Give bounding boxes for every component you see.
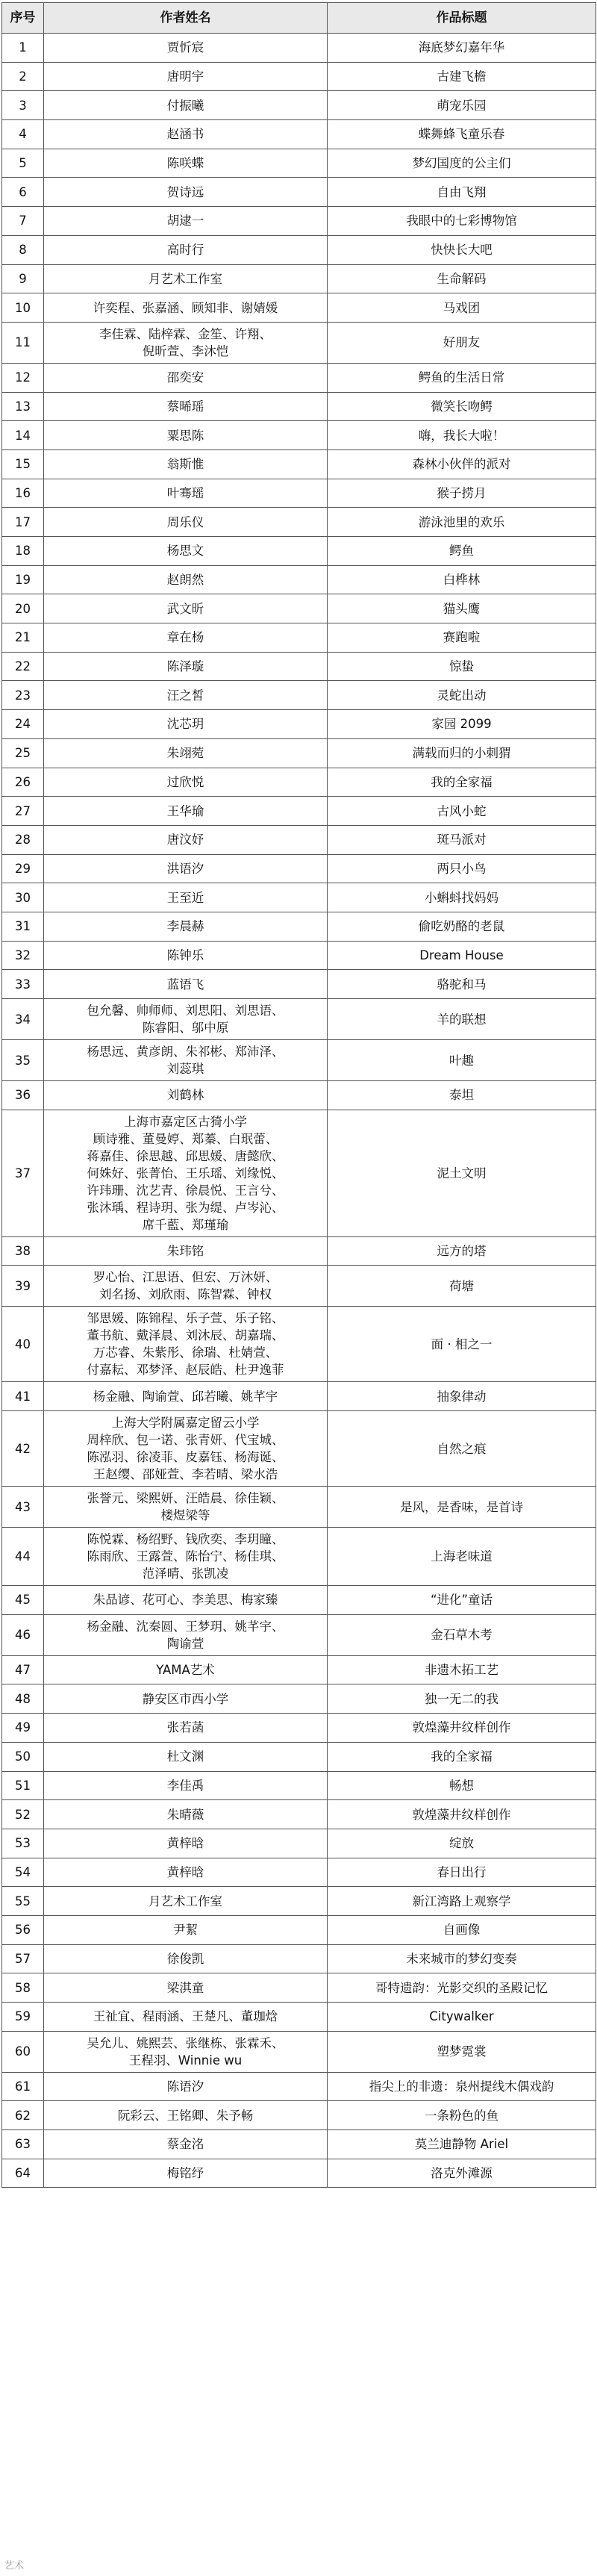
- work-title: 羊的联想: [328, 999, 596, 1040]
- work-title: 生命解码: [328, 264, 596, 293]
- table-row: [2, 235, 596, 264]
- table-row: [2, 710, 596, 739]
- work-title: 莫兰迪静物 Ariel: [328, 2130, 596, 2159]
- header-number: 序号: [2, 3, 44, 34]
- work-title: 鳄鱼: [328, 537, 596, 566]
- row-number: 40: [2, 1307, 44, 1382]
- author-name: 陈钟乐: [44, 941, 328, 970]
- work-title: 赛跑啦: [328, 623, 596, 653]
- row-number: 8: [2, 235, 44, 264]
- works-list-sheet: [1, 2, 596, 2188]
- table-row: [2, 1487, 596, 1528]
- row-number: 13: [2, 392, 44, 421]
- table-row: [2, 2130, 596, 2159]
- table-row: [2, 1915, 596, 1944]
- work-title: 叶趣: [328, 1040, 596, 1081]
- table-row: [2, 91, 596, 120]
- work-title: 自然之痕: [328, 1411, 596, 1487]
- row-number: 51: [2, 1771, 44, 1800]
- row-number: 5: [2, 149, 44, 178]
- table-row: [2, 34, 596, 63]
- author-name: 杨思远、黄彦朗、朱祁彬、郑沛泽、 刘蕊琪: [44, 1040, 328, 1081]
- table-row: [2, 1081, 596, 1110]
- author-name: 王华瑜: [44, 797, 328, 826]
- work-title: 森林小伙伴的派对: [328, 449, 596, 479]
- author-name: 阮彩云、王铭卿、朱予畅: [44, 2101, 328, 2130]
- work-title: 洛克外滩源: [328, 2159, 596, 2188]
- work-title: 泥土文明: [328, 1110, 596, 1236]
- row-number: 3: [2, 91, 44, 120]
- work-title: 面 · 相之一: [328, 1307, 596, 1382]
- table-row: [2, 1236, 596, 1266]
- work-title: 自由飞翔: [328, 178, 596, 207]
- author-name: 沈芯玥: [44, 710, 328, 739]
- author-name: 章在杨: [44, 623, 328, 653]
- row-number: 19: [2, 565, 44, 594]
- author-name: 赵涵书: [44, 120, 328, 149]
- row-number: 12: [2, 363, 44, 392]
- table-row: [2, 1742, 596, 1771]
- row-number: 53: [2, 1829, 44, 1858]
- row-number: 46: [2, 1614, 44, 1655]
- author-name: 胡逮一: [44, 207, 328, 236]
- work-title: 未来城市的梦幻变奏: [328, 1944, 596, 1973]
- author-name: 洪语汐: [44, 854, 328, 883]
- author-name: 高时行: [44, 235, 328, 264]
- row-number: 41: [2, 1382, 44, 1411]
- author-name: 月艺术工作室: [44, 264, 328, 293]
- table-row: [2, 1944, 596, 1973]
- author-name: 王至近: [44, 883, 328, 912]
- row-number: 11: [2, 322, 44, 363]
- author-name: 罗心怡、江思语、但宏、万沐妍、 刘名扬、刘欣雨、陈智霖、钟权: [44, 1266, 328, 1307]
- watermark-logo: 艺术: [4, 2560, 25, 2572]
- author-name: 张若菡: [44, 1714, 328, 1743]
- work-title: 游泳池里的欢乐: [328, 508, 596, 537]
- author-name: 杜文渊: [44, 1742, 328, 1771]
- author-name: 上海市嘉定区古猗小学 顾诗雅、董曼婷、郑蓁、白珉蕾、 蒋嘉佳、徐思越、邱思媛、唐懿欣、 何姝好、张菁怡、王乐瑶、刘缘悦、 许玮珊、沈艺青、徐晨悦、王言兮、 张沐瑀、程诗玥、张为缇、卢岑沁、 席千藍、郑瑾瑜: [44, 1110, 328, 1236]
- work-title: 两只小鸟: [328, 854, 596, 883]
- work-title: 马戏团: [328, 293, 596, 323]
- author-name: 黄梓晗: [44, 1858, 328, 1887]
- work-title: 嗨，我长大啦！: [328, 421, 596, 450]
- work-title: 抽象律动: [328, 1382, 596, 1411]
- author-name: 吴允儿、姚熙芸、张继栋、张霖禾、 王程羽、Winnie wu: [44, 2031, 328, 2072]
- table-row: [2, 1528, 596, 1586]
- table-body: [2, 34, 596, 2188]
- work-title: 新江湾路上观察学: [328, 1887, 596, 1916]
- work-title: 自画像: [328, 1915, 596, 1944]
- work-title: 远方的塔: [328, 1236, 596, 1266]
- author-name: 邵奕安: [44, 363, 328, 392]
- table-row: [2, 1684, 596, 1714]
- work-title: 猫头鹰: [328, 594, 596, 623]
- row-number: 43: [2, 1487, 44, 1528]
- row-number: 52: [2, 1800, 44, 1829]
- table-row: [2, 149, 596, 178]
- author-name: 李佳霖、陆梓霖、金笙、许翔、 倪昕萱、李沐恺: [44, 322, 328, 363]
- author-name: 上海大学附属嘉定留云小学 周梓欣、包一诺、张青妍、代宝城、 陈泓羽、徐凌菲、皮嘉钰、杨海诞、 王赵缨、邵娅萱、李若晴、梁水浩: [44, 1411, 328, 1487]
- author-name: 尹絜: [44, 1915, 328, 1944]
- author-name: 翁斯惟: [44, 449, 328, 479]
- table-row: [2, 2003, 596, 2032]
- row-number: 56: [2, 1915, 44, 1944]
- author-name: 赵朗然: [44, 565, 328, 594]
- table-row: [2, 392, 596, 421]
- row-number: 25: [2, 738, 44, 768]
- table-row: [2, 883, 596, 912]
- work-title: 斑马派对: [328, 825, 596, 854]
- author-name: 梁淇童: [44, 1973, 328, 2003]
- row-number: 64: [2, 2159, 44, 2188]
- row-number: 2: [2, 62, 44, 91]
- work-title: 好朋友: [328, 322, 596, 363]
- work-title: 哥特遗韵：光影交织的圣殿记忆: [328, 1973, 596, 2003]
- work-title: 绽放: [328, 1829, 596, 1858]
- author-name: 梅铭纾: [44, 2159, 328, 2188]
- work-title: 萌宠乐园: [328, 91, 596, 120]
- author-name: 付振曦: [44, 91, 328, 120]
- work-title: 白桦林: [328, 565, 596, 594]
- author-name: 杨金融、沈秦圆、王梦玥、姚芊宇、 陶谕萱: [44, 1614, 328, 1655]
- works-table: [1, 2, 596, 2188]
- work-title: 古建飞檐: [328, 62, 596, 91]
- work-title: 畅想: [328, 1771, 596, 1800]
- work-title: 梦幻国度的公主们: [328, 149, 596, 178]
- row-number: 22: [2, 652, 44, 681]
- row-number: 27: [2, 797, 44, 826]
- table-row: [2, 537, 596, 566]
- table-row: [2, 322, 596, 363]
- row-number: 9: [2, 264, 44, 293]
- row-number: 26: [2, 768, 44, 797]
- author-name: 朱翊菀: [44, 738, 328, 768]
- work-title: 荷塘: [328, 1266, 596, 1307]
- author-name: 陈咲蝶: [44, 149, 328, 178]
- row-number: 48: [2, 1684, 44, 1714]
- work-title: 上海老味道: [328, 1528, 596, 1586]
- table-row: [2, 970, 596, 999]
- table-row: [2, 768, 596, 797]
- row-number: 35: [2, 1040, 44, 1081]
- author-name: 粟思陈: [44, 421, 328, 450]
- author-name: 包允馨、帅师师、刘思阳、刘思语、 陈睿阳、邬中原: [44, 999, 328, 1040]
- table-row: [2, 2031, 596, 2072]
- row-number: 36: [2, 1081, 44, 1110]
- row-number: 20: [2, 594, 44, 623]
- table-row: [2, 264, 596, 293]
- author-name: 朱玮铭: [44, 1236, 328, 1266]
- row-number: 6: [2, 178, 44, 207]
- table-row: [2, 479, 596, 508]
- row-number: 16: [2, 479, 44, 508]
- table-row: [2, 652, 596, 681]
- table-row: [2, 1110, 596, 1236]
- author-name: 武文昕: [44, 594, 328, 623]
- table-row: [2, 941, 596, 970]
- table-row: [2, 1614, 596, 1655]
- author-name: 月艺术工作室: [44, 1887, 328, 1916]
- row-number: 55: [2, 1887, 44, 1916]
- table-row: [2, 565, 596, 594]
- author-name: 陈泽璇: [44, 652, 328, 681]
- row-number: 49: [2, 1714, 44, 1743]
- row-number: 33: [2, 970, 44, 999]
- work-title: 塑梦霓裳: [328, 2031, 596, 2072]
- row-number: 54: [2, 1858, 44, 1887]
- work-title: 骆驼和马: [328, 970, 596, 999]
- work-title: 敦煌藻井纹样创作: [328, 1714, 596, 1743]
- work-title: 猴子捞月: [328, 479, 596, 508]
- author-name: 张誉元、梁熙妍、汪皓晨、徐佳颖、 楼煜梁等: [44, 1487, 328, 1528]
- author-name: 叶骞瑶: [44, 479, 328, 508]
- work-title: 鳄鱼的生活日常: [328, 363, 596, 392]
- row-number: 44: [2, 1528, 44, 1586]
- author-name: 杨金融、陶谕萱、邱若曦、姚芊宇: [44, 1382, 328, 1411]
- work-title: 微笑长吻鳄: [328, 392, 596, 421]
- work-title: 家园 2099: [328, 710, 596, 739]
- table-row: [2, 62, 596, 91]
- table-row: [2, 449, 596, 479]
- work-title: 非遗木拓工艺: [328, 1655, 596, 1684]
- work-title: “进化”童话: [328, 1586, 596, 1615]
- author-name: 朱晴薇: [44, 1800, 328, 1829]
- table-row: [2, 1829, 596, 1858]
- row-number: 1: [2, 34, 44, 63]
- table-row: [2, 594, 596, 623]
- row-number: 31: [2, 912, 44, 941]
- row-number: 50: [2, 1742, 44, 1771]
- table-row: [2, 1771, 596, 1800]
- work-title: 海底梦幻嘉年华: [328, 34, 596, 63]
- row-number: 15: [2, 449, 44, 479]
- table-row: [2, 999, 596, 1040]
- row-number: 42: [2, 1411, 44, 1487]
- row-number: 61: [2, 2072, 44, 2101]
- table-row: [2, 1800, 596, 1829]
- row-number: 14: [2, 421, 44, 450]
- work-title: 惊蛰: [328, 652, 596, 681]
- row-number: 59: [2, 2003, 44, 2032]
- author-name: 静安区市西小学: [44, 1684, 328, 1714]
- row-number: 60: [2, 2031, 44, 2072]
- work-title: 偷吃奶酪的老鼠: [328, 912, 596, 941]
- work-title: 灵蛇出动: [328, 681, 596, 710]
- author-name: 杨思文: [44, 537, 328, 566]
- author-name: 黄梓晗: [44, 1829, 328, 1858]
- work-title: 小蝌蚪找妈妈: [328, 883, 596, 912]
- author-name: 贺诗远: [44, 178, 328, 207]
- author-name: 王祉宜、程雨涵、王楚凡、董珈焓: [44, 2003, 328, 2032]
- table-row: [2, 2101, 596, 2130]
- table-row: [2, 1040, 596, 1081]
- work-title: 我眼中的七彩博物馆: [328, 207, 596, 236]
- work-title: 古风小蛇: [328, 797, 596, 826]
- work-title: 春日出行: [328, 1858, 596, 1887]
- row-number: 23: [2, 681, 44, 710]
- table-row: [2, 1714, 596, 1743]
- header-row: [2, 3, 596, 34]
- work-title: 独一无二的我: [328, 1684, 596, 1714]
- table-row: [2, 681, 596, 710]
- row-number: 10: [2, 293, 44, 323]
- work-title: Dream House: [328, 941, 596, 970]
- table-row: [2, 120, 596, 149]
- work-title: 指尖上的非遗：泉州提线木偶戏韵: [328, 2072, 596, 2101]
- author-name: 陈悦霖、杨绍野、钱欣奕、李玥瞳、 陈雨欣、王露萱、陈怡宁、杨佳琪、 范泽晴、张凯凌: [44, 1528, 328, 1586]
- author-name: 唐明宇: [44, 62, 328, 91]
- table-row: [2, 854, 596, 883]
- author-name: 邹思媛、陈锦程、乐子萱、乐子铭、 董书航、戴泽晨、刘沐辰、胡嘉瑞、 万芯睿、朱紫彤、徐瑞、杜婧萱、 付嘉耘、邓梦泽、赵辰皓、杜尹逸菲: [44, 1307, 328, 1382]
- row-number: 30: [2, 883, 44, 912]
- author-name: 徐俊凯: [44, 1944, 328, 1973]
- row-number: 62: [2, 2101, 44, 2130]
- author-name: 唐汶妤: [44, 825, 328, 854]
- table-row: [2, 1382, 596, 1411]
- work-title: 敦煌藻井纹样创作: [328, 1800, 596, 1829]
- row-number: 39: [2, 1266, 44, 1307]
- row-number: 28: [2, 825, 44, 854]
- row-number: 21: [2, 623, 44, 653]
- work-title: 我的全家福: [328, 1742, 596, 1771]
- table-row: [2, 623, 596, 653]
- author-name: 周乐仪: [44, 508, 328, 537]
- table-row: [2, 293, 596, 323]
- table-row: [2, 178, 596, 207]
- author-name: 朱品谚、花可心、李美思、梅家臻: [44, 1586, 328, 1615]
- row-number: 7: [2, 207, 44, 236]
- row-number: 47: [2, 1655, 44, 1684]
- row-number: 57: [2, 1944, 44, 1973]
- table-row: [2, 207, 596, 236]
- work-title: Citywalker: [328, 2003, 596, 2032]
- author-name: 蔡晞瑶: [44, 392, 328, 421]
- row-number: 58: [2, 1973, 44, 2003]
- work-title: 是风，是香味，是首诗: [328, 1487, 596, 1528]
- work-title: 一条粉色的鱼: [328, 2101, 596, 2130]
- row-number: 29: [2, 854, 44, 883]
- table-row: [2, 912, 596, 941]
- table-row: [2, 1266, 596, 1307]
- author-name: 汪之皙: [44, 681, 328, 710]
- row-number: 37: [2, 1110, 44, 1236]
- work-title: 快快长大吧: [328, 235, 596, 264]
- work-title: 金石草木考: [328, 1614, 596, 1655]
- row-number: 34: [2, 999, 44, 1040]
- table-row: [2, 797, 596, 826]
- author-name: 蔡金洺: [44, 2130, 328, 2159]
- author-name: 贾忻宸: [44, 34, 328, 63]
- table-row: [2, 1411, 596, 1487]
- author-name: YAMA艺术: [44, 1655, 328, 1684]
- row-number: 17: [2, 508, 44, 537]
- author-name: 李佳禹: [44, 1771, 328, 1800]
- table-row: [2, 1307, 596, 1382]
- table-row: [2, 1858, 596, 1887]
- table-row: [2, 825, 596, 854]
- row-number: 45: [2, 1586, 44, 1615]
- table-row: [2, 421, 596, 450]
- row-number: 4: [2, 120, 44, 149]
- table-row: [2, 2159, 596, 2188]
- table-row: [2, 508, 596, 537]
- row-number: 24: [2, 710, 44, 739]
- table-row: [2, 738, 596, 768]
- table-row: [2, 1887, 596, 1916]
- author-name: 陈语汐: [44, 2072, 328, 2101]
- work-title: 泰坦: [328, 1081, 596, 1110]
- row-number: 63: [2, 2130, 44, 2159]
- author-name: 许奕程、张嘉涵、顾知非、谢婧媛: [44, 293, 328, 323]
- row-number: 38: [2, 1236, 44, 1266]
- row-number: 18: [2, 537, 44, 566]
- header-author: 作者姓名: [44, 3, 328, 34]
- table-row: [2, 1655, 596, 1684]
- work-title: 蝶舞蜂飞童乐春: [328, 120, 596, 149]
- author-name: 刘鹤林: [44, 1081, 328, 1110]
- table-row: [2, 363, 596, 392]
- work-title: 我的全家福: [328, 768, 596, 797]
- table-row: [2, 2072, 596, 2101]
- header-title: 作品标题: [328, 3, 596, 34]
- author-name: 李晨赫: [44, 912, 328, 941]
- author-name: 过欣悦: [44, 768, 328, 797]
- author-name: 蓝语飞: [44, 970, 328, 999]
- table-row: [2, 1586, 596, 1615]
- table-row: [2, 1973, 596, 2003]
- work-title: 满载而归的小刺猬: [328, 738, 596, 768]
- row-number: 32: [2, 941, 44, 970]
